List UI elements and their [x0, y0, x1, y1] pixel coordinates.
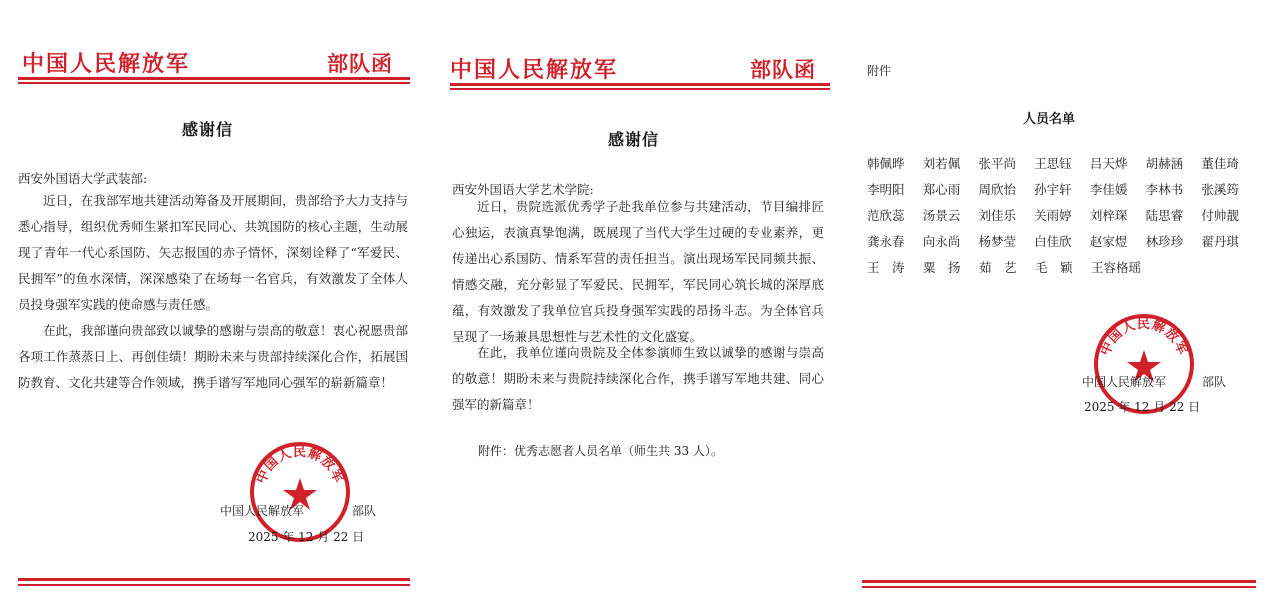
name-entry: 王 涛 [867, 260, 905, 275]
name-entry: 王思钰 [1034, 156, 1072, 171]
footer-rule [862, 580, 1256, 583]
appendix-name-list [850, 0, 1268, 606]
letterhead-right: 部队函 [327, 52, 393, 76]
name-entry: 张平尚 [978, 156, 1016, 171]
name-list [867, 150, 1257, 280]
appendix-label: 附件 [867, 64, 892, 78]
name-row [867, 254, 1257, 280]
name-entry: 陆思睿 [1145, 208, 1184, 223]
name-row [867, 228, 1257, 254]
name-entry: 赵家煜 [1089, 234, 1128, 249]
appendix-title: 人员名单 [1023, 112, 1076, 127]
date: 2025 年 12 月 22 日 [1084, 400, 1201, 414]
name-entry: 范欣蕊 [867, 208, 905, 223]
letter-title: 感谢信 [608, 130, 660, 149]
letter-title: 感谢信 [182, 120, 234, 139]
name-entry: 汤景云 [922, 208, 961, 223]
name-entry: 刘佳乐 [978, 208, 1016, 223]
paragraph-2: 在此，我单位谨向贵院及全体参演师生致以诚挚的感谢与崇高的敬意！期盼未来与贵院持续深化合作，携手谱写军地共建、同心强军的新篇章！ [452, 345, 824, 412]
attachment-note: 附件：优秀志愿者人员名单（师生共 33 人）。 [478, 444, 723, 458]
name-entry: 孙宇轩 [1034, 182, 1072, 197]
footer-rule-thin [18, 584, 410, 586]
letterhead-right: 部队函 [750, 58, 816, 82]
name-entry: 董佳琦 [1201, 156, 1239, 171]
name-entry: 向永尚 [922, 234, 961, 249]
seal-text: 中国人民解放军 [1097, 317, 1191, 358]
name-entry: 关雨婷 [1034, 208, 1072, 223]
name-entry: 粟 扬 [923, 260, 961, 275]
letterhead-rule-top [450, 83, 830, 86]
name-entry: 周欣怡 [978, 182, 1016, 197]
thank-you-letter-art-school [428, 0, 848, 606]
paragraph-1: 近日，贵院选派优秀学子赴我单位参与共建活动，节目编排匠心独运，表演真挚饱满，既展现了当代大学生过硬的专业素养，更传递出心系国防、情系军营的责任担当。演出现场军民同频共振、情感交融，充分彰显了军爱民、民拥军，军民同心筑长城的深厚底蕴，有效激发了我单位官兵投身强军实践的昂扬斗志。为全体官兵呈现了一场兼具思想性与艺术性的文化盛宴。 [452, 199, 824, 344]
name-entry: 茹 艺 [979, 260, 1017, 275]
paragraph-2: 在此，我部谨向贵部致以诚挚的感谢与崇高的敬意！衷心祝愿贵部各项工作蒸蒸日上、再创佳绩！期盼未来与贵部持续深化合作，拓展国防教育、文化共建等合作领域，携手谱写军地同心强军的崭新篇章！ [18, 323, 408, 390]
name-entry: 胡赫涵 [1145, 156, 1184, 171]
name-entry: 李明阳 [867, 182, 905, 197]
footer-rule [18, 578, 410, 581]
salutation: 西安外国语大学艺术学院: [452, 182, 594, 197]
name-entry: 韩佩晔 [867, 156, 905, 171]
paragraph-1: 近日，在我部军地共建活动筹备及开展期间，贵部给予大力支持与悉心指导，组织优秀师生紧扣军民同心、共筑国防的核心主题，生动展现了青年一代心系国防、矢志报国的赤子情怀，深刻诠释了“军爱民、民拥军”的鱼水深情，深深感染了在场每一名官兵，有效激发了全体人员投身强军实践的使命感与责任感。 [18, 193, 408, 312]
name-row [867, 176, 1257, 202]
name-row [867, 202, 1257, 228]
name-entry: 林珍珍 [1145, 234, 1184, 249]
letterhead-left: 中国人民解放军 [22, 52, 191, 77]
letterhead-left: 中国人民解放军 [450, 58, 619, 83]
name-entry: 付帅靓 [1201, 208, 1239, 223]
name-entry: 张溪筠 [1201, 182, 1239, 197]
name-entry: 杨梦莹 [978, 234, 1016, 249]
name-entry: 郑心雨 [922, 182, 961, 197]
footer-rule-thin [862, 586, 1256, 588]
letterhead-rule-top-thin [18, 82, 410, 84]
letterhead-rule-top-thin [450, 88, 830, 90]
name-entry: 白佳欣 [1034, 234, 1072, 249]
name-row [867, 150, 1257, 176]
name-entry: 刘若佩 [922, 156, 961, 171]
name-entry: 龚永春 [867, 234, 905, 249]
name-entry: 翟丹琪 [1201, 234, 1239, 249]
signature: 中国人民解放军 部队 [220, 504, 377, 518]
letterhead-rule-top [18, 77, 410, 80]
name-entry: 吕天烨 [1089, 156, 1128, 171]
name-entry: 刘梓琛 [1089, 208, 1128, 223]
name-entry: 李林书 [1145, 182, 1184, 197]
thank-you-letter-armed-forces [0, 0, 425, 606]
name-entry: 王容格瑶 [1091, 260, 1142, 275]
seal-text: 中国人民解放军 [253, 445, 347, 486]
date: 2025 年 12 月 22 日 [248, 530, 365, 544]
name-entry: 李佳媛 [1089, 182, 1128, 197]
name-entry: 毛 颖 [1035, 260, 1073, 275]
signature: 中国人民解放军 部队 [1082, 375, 1227, 389]
salutation: 西安外国语大学武装部: [18, 171, 148, 186]
